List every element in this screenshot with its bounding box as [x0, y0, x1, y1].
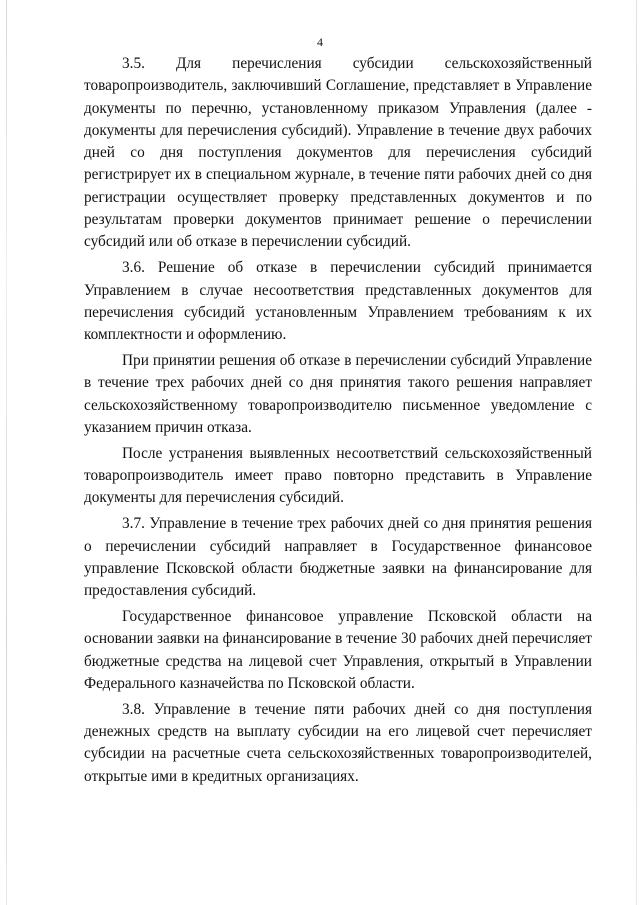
paragraph-3-6: 3.6. Решение об отказе в перечислении субсидий принимается Управлением в случае несоответствия представленных документов для перечисления субсидий установленным Управлением требованиям к их комплектности и оформлению. [84, 259, 592, 344]
paragraph-3-8: 3.8. Управление в течение пяти рабочих дней со дня поступления денежных средств на выплату субсидии на его лицевой счет перечисляет субсидии на расчетные счета сельскохозяйственных товаропроизводителей, открытые ими в кредитных организациях. [84, 700, 592, 785]
page-number: 4 [317, 35, 323, 49]
paragraph-financing: Государственное финансовое управление Псковской области на основании заявки на финансирование в течение 30 рабочих дней перечисляет бюджетные средства на лицевой счет Управления, открытый в Управлении Федерального казначейства по Псковской области. [84, 608, 592, 692]
paragraph-3-7: 3.7. Управление в течение трех рабочих дней со дня принятия решения о перечислении субсидий направляет в Государственное финансовое управление Псковской области бюджетные заявки на финансирование для предоставления субсидий. [84, 515, 592, 600]
paragraph-3-5: 3.5. Для перечисления субсидии сельскохозяйственный товаропроизводитель, заключивший Соглашение, представляет в Управление документы по перечню, установленному приказом Управления (далее - документы для перечисления субсидий). Управление в течение двух рабочих дней со дня поступления документов для перечисления субсидий регистрирует их в специальном журнале, в течение пяти рабочих дней со дня регистрации осуществляет проверку представленных документов и по результатам проверки документов принимает решение о перечислении субсидий или об отказе в перечислении субсидий. [84, 55, 592, 251]
paragraph-refusal-notice: При принятии решения об отказе в перечислении субсидий Управление в течение трех рабочих дней со дня принятия такого решения направляет сельскохозяйственному товаропроизводителю письменное уведомление с указанием причин отказа. [84, 352, 592, 436]
document-body [84, 53, 592, 792]
paragraph-resubmission: После устранения выявленных несоответствий сельскохозяйственный товаропроизводитель имеет право повторно представить в Управление документы для перечисления субсидий. [84, 444, 592, 507]
scan-edge-right [636, 0, 637, 905]
scan-edge-left [6, 0, 7, 905]
